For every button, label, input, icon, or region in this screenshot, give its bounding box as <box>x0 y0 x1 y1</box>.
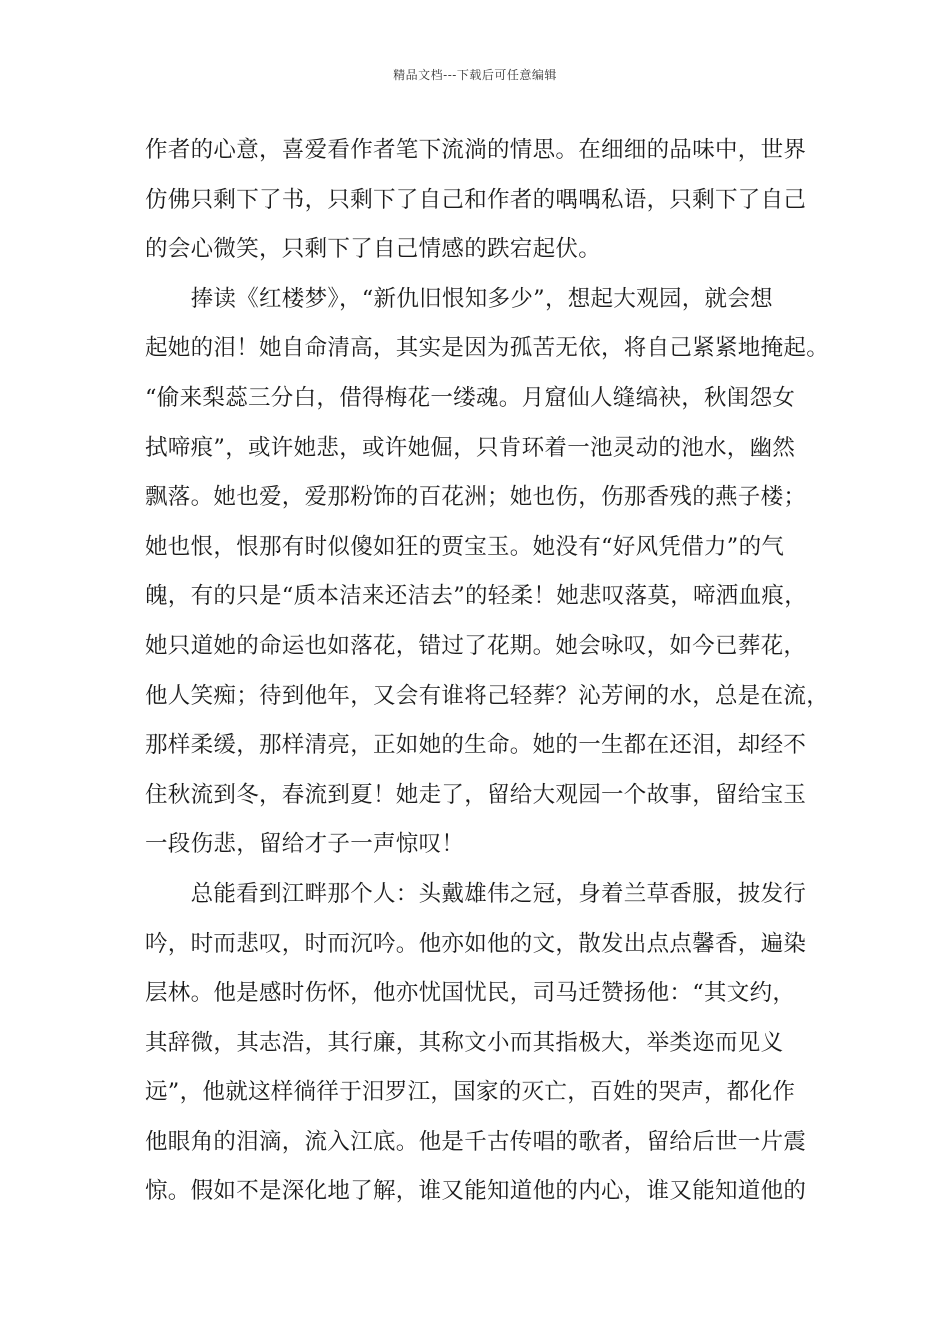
text-line: 总能看到江畔那个人：头戴雄伟之冠，身着兰草香服，披发行 <box>145 880 807 907</box>
text-line: 他眼角的泪滴，流入江底。他是千古传唱的歌者，留给后世一片震 <box>145 1128 807 1155</box>
text-line: 作者的心意，喜爱看作者笔下流淌的情思。在细细的品味中，世界 <box>145 137 807 163</box>
text-line: 拭啼痕”，或许她悲，或许她倔，只肯环着一池灵动的池水，幽然 <box>145 434 796 461</box>
text-line: 魄，有的只是“质本洁来还洁去”的轻柔！她悲叹落莫，啼洒血痕， <box>145 583 808 610</box>
text-line: 层林。他是感时伤怀，他亦忧国忧民，司马迁赞扬他：“其文约， <box>145 980 796 1007</box>
text-line: “偷来梨蕊三分白，借得梅花一缕魂。月窟仙人缝缟袂，秋闺怨女 <box>145 384 796 411</box>
text-line: 那样柔缓，那样清亮，正如她的生命。她的一生都在还泪，却经不 <box>145 732 807 759</box>
page-header: 精品文档---下载后可任意编辑 <box>393 68 557 82</box>
text-line: 惊。假如不是深化地了解，谁又能知道他的内心，谁又能知道他的 <box>145 1178 807 1205</box>
text-line: 仿佛只剩下了书，只剩下了自己和作者的喁喁私语，只剩下了自己 <box>145 186 807 213</box>
text-line: 住秋流到冬，春流到夏！她走了，留给大观园一个故事，留给宝玉 <box>145 781 807 808</box>
document-body <box>145 126 830 1217</box>
text-line: 一段伤悲，留给才子一声惊叹！ <box>145 831 465 858</box>
text-line: 她只道她的命运也如落花，错过了花期。她会咏叹，如今已葬花， <box>145 632 807 659</box>
text-line: 其辞微，其志浩，其行廉，其称文小而其指极大，举类迩而见义 <box>145 1029 784 1056</box>
text-line: 飘落。她也爱，爱那粉饰的百花洲；她也伤，伤那香残的燕子楼； <box>145 484 807 511</box>
text-line: 她也恨，恨那有时似傻如狂的贾宝玉。她没有“好风凭借力”的气 <box>145 533 785 560</box>
text-line: 吟，时而悲叹，时而沉吟。他亦如他的文，散发出点点馨香，遍染 <box>145 930 807 957</box>
text-line: 远”，他就这样徜徉于汨罗江，国家的灭亡，百姓的哭声，都化作 <box>145 1079 796 1106</box>
text-line: 捧读《红楼梦》，“新仇旧恨知多少”，想起大观园，就会想 <box>145 285 773 312</box>
text-line: 起她的泪！她自命清高，其实是因为孤苦无依，将自己紧紧地掩起。 <box>145 335 830 362</box>
text-line: 他人笑痴；待到他年，又会有谁将己轻葬？沁芳闸的水，总是在流， <box>145 682 830 709</box>
text-line: 的会心微笑，只剩下了自己情感的跌宕起伏。 <box>145 236 602 263</box>
